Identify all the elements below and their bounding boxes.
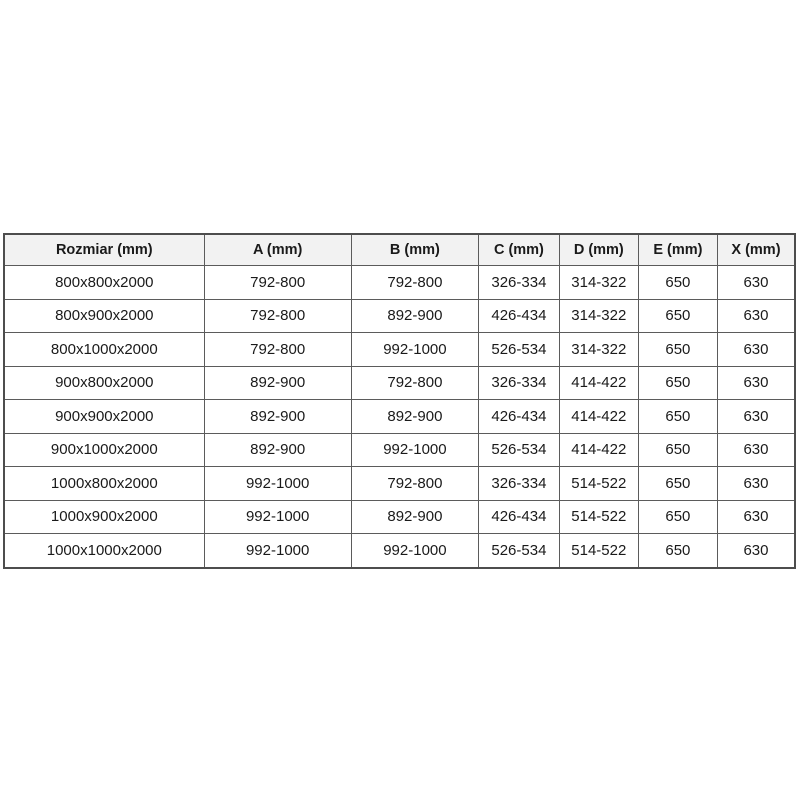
table-cell-c: 426-434 <box>479 400 560 434</box>
table-cell-d: 414-422 <box>559 366 638 400</box>
table-cell-rozmiar: 900x800x2000 <box>4 366 204 400</box>
table-cell-e: 650 <box>638 534 717 568</box>
table-row <box>4 433 795 467</box>
table-cell-a: 792-800 <box>204 266 351 300</box>
column-header-d: D (mm) <box>559 234 638 266</box>
column-header-rozmiar: Rozmiar (mm) <box>4 234 204 266</box>
table-cell-x: 630 <box>717 534 795 568</box>
table-cell-e: 650 <box>638 433 717 467</box>
table-row <box>4 534 795 568</box>
table-cell-b: 792-800 <box>351 266 478 300</box>
table-cell-c: 326-334 <box>479 467 560 501</box>
table-cell-b: 892-900 <box>351 500 478 534</box>
table-cell-c: 326-334 <box>479 266 560 300</box>
column-header-c: C (mm) <box>479 234 560 266</box>
table-cell-x: 630 <box>717 333 795 367</box>
table-cell-rozmiar: 1000x900x2000 <box>4 500 204 534</box>
table-cell-e: 650 <box>638 366 717 400</box>
table-cell-c: 426-434 <box>479 299 560 333</box>
table-row <box>4 500 795 534</box>
table-cell-a: 992-1000 <box>204 500 351 534</box>
table-row <box>4 467 795 501</box>
table-cell-d: 414-422 <box>559 400 638 434</box>
table-cell-b: 992-1000 <box>351 534 478 568</box>
table-cell-b: 992-1000 <box>351 433 478 467</box>
column-header-e: E (mm) <box>638 234 717 266</box>
table-cell-x: 630 <box>717 266 795 300</box>
table-cell-e: 650 <box>638 500 717 534</box>
table-cell-e: 650 <box>638 266 717 300</box>
table-cell-b: 892-900 <box>351 400 478 434</box>
table-cell-c: 326-334 <box>479 366 560 400</box>
column-header-b: B (mm) <box>351 234 478 266</box>
table-cell-b: 892-900 <box>351 299 478 333</box>
table-cell-d: 514-522 <box>559 500 638 534</box>
table-cell-e: 650 <box>638 299 717 333</box>
table-cell-a: 792-800 <box>204 299 351 333</box>
table-cell-x: 630 <box>717 467 795 501</box>
table-cell-rozmiar: 800x800x2000 <box>4 266 204 300</box>
table-cell-d: 514-522 <box>559 467 638 501</box>
table-cell-rozmiar: 900x900x2000 <box>4 400 204 434</box>
table-row <box>4 400 795 434</box>
table-cell-c: 526-534 <box>479 433 560 467</box>
table-cell-a: 792-800 <box>204 333 351 367</box>
table-cell-b: 792-800 <box>351 467 478 501</box>
column-header-a: A (mm) <box>204 234 351 266</box>
table-cell-rozmiar: 1000x800x2000 <box>4 467 204 501</box>
table-cell-d: 414-422 <box>559 433 638 467</box>
table-cell-rozmiar: 800x1000x2000 <box>4 333 204 367</box>
table-cell-b: 792-800 <box>351 366 478 400</box>
header-row <box>4 234 795 266</box>
table-row <box>4 266 795 300</box>
table-cell-rozmiar: 800x900x2000 <box>4 299 204 333</box>
table-cell-d: 314-322 <box>559 333 638 367</box>
table-cell-d: 514-522 <box>559 534 638 568</box>
table-cell-x: 630 <box>717 366 795 400</box>
table-cell-b: 992-1000 <box>351 333 478 367</box>
table-cell-x: 630 <box>717 500 795 534</box>
table-cell-c: 426-434 <box>479 500 560 534</box>
table-cell-a: 892-900 <box>204 400 351 434</box>
table-cell-e: 650 <box>638 400 717 434</box>
table-cell-d: 314-322 <box>559 266 638 300</box>
table-cell-c: 526-534 <box>479 534 560 568</box>
table-row <box>4 333 795 367</box>
column-header-x: X (mm) <box>717 234 795 266</box>
table-cell-x: 630 <box>717 299 795 333</box>
table-cell-a: 992-1000 <box>204 467 351 501</box>
table-cell-a: 892-900 <box>204 366 351 400</box>
table-row <box>4 299 795 333</box>
table-cell-rozmiar: 1000x1000x2000 <box>4 534 204 568</box>
table-cell-x: 630 <box>717 433 795 467</box>
table-cell-e: 650 <box>638 467 717 501</box>
table-cell-x: 630 <box>717 400 795 434</box>
table-cell-a: 992-1000 <box>204 534 351 568</box>
table-cell-d: 314-322 <box>559 299 638 333</box>
table-row <box>4 366 795 400</box>
table-cell-e: 650 <box>638 333 717 367</box>
table-cell-c: 526-534 <box>479 333 560 367</box>
table-cell-rozmiar: 900x1000x2000 <box>4 433 204 467</box>
dimension-table <box>3 233 796 569</box>
table-cell-a: 892-900 <box>204 433 351 467</box>
